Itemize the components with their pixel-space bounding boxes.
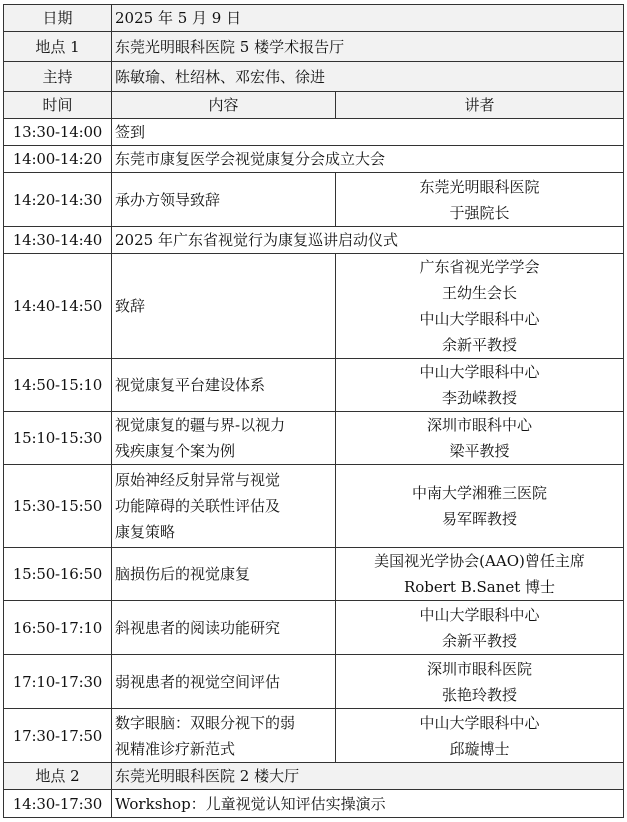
row-content-line: 视精准诊疗新范式: [115, 739, 236, 758]
column-header-time: 时间: [4, 92, 112, 119]
table-row: [4, 465, 624, 548]
row-speaker-line: 余新平教授: [442, 336, 518, 354]
row-time: 14:20-14:30: [4, 173, 112, 227]
venue1-value: 东莞光明眼科医院 5 楼学术报告厅: [112, 32, 624, 62]
row-content: [112, 709, 336, 763]
row-content-line: 残疾康复个案为例: [115, 442, 236, 460]
row-content: [112, 412, 336, 465]
row-content: 脑损伤后的视觉康复: [112, 548, 336, 601]
row-content: 承办方领导致辞: [112, 173, 336, 227]
row-content-line: 原始神经反射异常与视觉: [115, 471, 281, 489]
row-time: 17:10-17:30: [4, 655, 112, 709]
row-time: 17:30-17:50: [4, 709, 112, 763]
table-row: [4, 655, 624, 709]
column-header-speaker: 讲者: [336, 92, 624, 119]
row-speaker: [336, 601, 624, 655]
table-row: [4, 119, 624, 146]
table-row: [4, 412, 624, 465]
row-time: 14:00-14:20: [4, 146, 112, 173]
workshop-time: 14:30-17:30: [4, 790, 112, 818]
column-header-content: 内容: [112, 92, 336, 119]
date-value: 2025 年 5 月 9 日: [112, 5, 624, 32]
row-speaker-line: 于强院长: [449, 203, 510, 222]
row-speaker-line: 王幼生会长: [442, 284, 518, 302]
row-speaker: [336, 465, 624, 548]
row-speaker-line: 中南大学湘雅三医院: [412, 484, 548, 502]
row-time: 16:50-17:10: [4, 601, 112, 655]
venue2-label: 地点 2: [4, 763, 112, 790]
row-speaker: [336, 548, 624, 601]
row-time: 15:30-15:50: [4, 465, 112, 548]
row-speaker-line: 东莞光明眼科医院: [419, 177, 540, 196]
agenda-rows: [4, 119, 624, 763]
row-speaker-line: Robert B.Sanet 博士: [403, 578, 556, 596]
row-speaker-line: 余新平教授: [442, 631, 518, 650]
row-speaker-line: 中山大学眼科中心: [419, 713, 540, 732]
table-row: [4, 146, 624, 173]
row-speaker-line: 中山大学眼科中心: [419, 310, 540, 328]
row-content: 东莞市康复医学会视觉康复分会成立大会: [112, 146, 624, 173]
row-speaker-line: 梁平教授: [449, 442, 510, 460]
row-speaker-line: 深圳市眼科医院: [427, 659, 533, 678]
row-speaker-line: 中山大学眼科中心: [419, 363, 540, 381]
row-time: 14:50-15:10: [4, 359, 112, 412]
row-speaker-line: 李劲嵘教授: [442, 389, 518, 407]
date-label: 日期: [4, 5, 112, 32]
row-time: 13:30-14:00: [4, 119, 112, 146]
venue2-value: 东莞光明眼科医院 2 楼大厅: [112, 763, 624, 790]
row-content: [112, 465, 336, 548]
row-time: 15:50-16:50: [4, 548, 112, 601]
row-content-line: 功能障碍的关联性评估及: [115, 497, 281, 515]
row-content: 弱视患者的视觉空间评估: [112, 655, 336, 709]
row-speaker-line: 易军晖教授: [442, 510, 518, 528]
table-row: [4, 709, 624, 763]
row-content-line: 视觉康复的疆与界-以视力: [115, 416, 286, 434]
row-speaker: [336, 709, 624, 763]
row-content: 致辞: [112, 254, 336, 359]
row-content: 签到: [112, 119, 624, 146]
host-label: 主持: [4, 62, 112, 92]
row-time: 14:30-14:40: [4, 227, 112, 254]
table-row: [4, 359, 624, 412]
row-speaker: [336, 359, 624, 412]
workshop-value: Workshop：儿童视觉认知评估实操演示: [112, 790, 624, 818]
row-speaker-line: 中山大学眼科中心: [419, 605, 540, 624]
row-speaker-line: 广东省视光学学会: [419, 258, 540, 276]
table-row: [4, 227, 624, 254]
row-speaker: [336, 412, 624, 465]
table-row: [4, 601, 624, 655]
row-time: 15:10-15:30: [4, 412, 112, 465]
row-speaker-line: 邱璇博士: [449, 739, 510, 758]
row-time: 14:40-14:50: [4, 254, 112, 359]
row-content-line: 数字眼脑：双眼分视下的弱: [115, 713, 296, 732]
venue1-label: 地点 1: [4, 32, 112, 62]
row-content: 视觉康复平台建设体系: [112, 359, 336, 412]
row-speaker-line: 张艳玲教授: [442, 685, 518, 704]
schedule-table: [3, 4, 624, 818]
row-speaker-line: 深圳市眼科中心: [427, 416, 533, 434]
row-speaker: [336, 254, 624, 359]
row-content: 斜视患者的阅读功能研究: [112, 601, 336, 655]
row-content: 2025 年广东省视觉行为康复巡讲启动仪式: [112, 227, 624, 254]
table-row: [4, 173, 624, 227]
row-speaker: [336, 173, 624, 227]
row-speaker: [336, 655, 624, 709]
row-speaker-line: 美国视光学协会(AAO)曾任主席: [374, 552, 585, 570]
host-value: 陈敏瑜、杜绍林、邓宏伟、徐进: [112, 62, 624, 92]
row-content-line: 康复策略: [115, 523, 176, 541]
table-row: [4, 254, 624, 359]
table-row: [4, 548, 624, 601]
